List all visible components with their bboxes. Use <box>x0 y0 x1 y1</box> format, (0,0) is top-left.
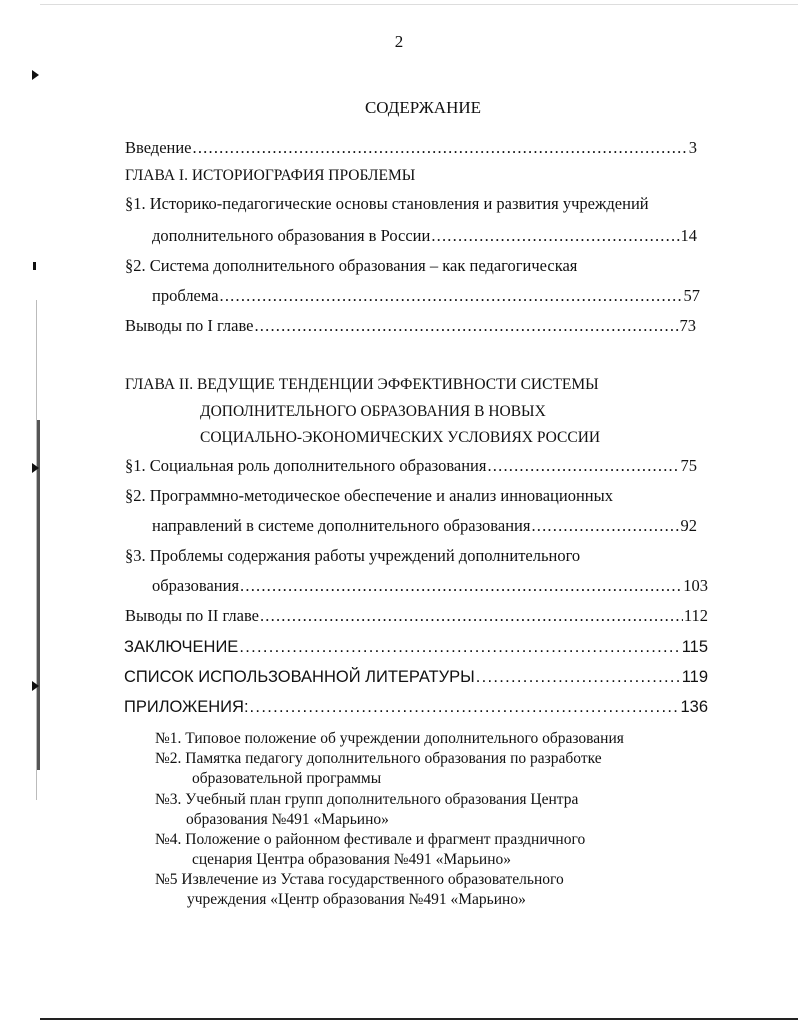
appendix-item-5: №5 Извлечение из Устава государственного образовательного <box>155 871 564 888</box>
toc-entry-label: Введение <box>125 138 192 157</box>
toc-entry-label: образования <box>152 576 240 595</box>
toc-entry-2-1[interactable] <box>125 456 697 476</box>
chapter-2-heading-line1: ГЛАВА II. ВЕДУЩИЕ ТЕНДЕНЦИИ ЭФФЕКТИВНОСТИ СИСТЕМЫ <box>125 376 599 393</box>
toc-page-number: 73 <box>679 316 696 335</box>
toc-entry-2-2-line1: §2. Программно-методическое обеспечение и анализ инновационных <box>125 486 613 505</box>
leader-dots <box>193 138 688 158</box>
appendix-item-3: №3. Учебный план групп дополнительного образования Центра <box>155 791 579 808</box>
chapter-2-heading-line3: СОЦИАЛЬНО-ЭКОНОМИЧЕСКИХ УСЛОВИЯХ РОССИИ <box>200 429 601 446</box>
appendix-item-4: №4. Положение о районном фестивале и фрагмент праздничного <box>155 831 586 848</box>
toc-entry-label: направлений в системе дополнительного образования <box>152 516 531 535</box>
toc-page-number: 103 <box>683 576 708 595</box>
toc-page-number: 14 <box>680 226 697 245</box>
toc-entry-1-1-line1: §1. Историко-педагогические основы становления и развития учреждений <box>125 194 649 213</box>
leader-dots <box>220 286 683 306</box>
toc-page-number: 3 <box>688 138 697 157</box>
appendix-item-2: №2. Памятка педагогу дополнительного образования по разработке <box>155 750 602 767</box>
toc-page-number: 75 <box>680 456 697 475</box>
toc-entry-label: ПРИЛОЖЕНИЯ: <box>124 698 249 716</box>
appendix-item-2-cont: образовательной программы <box>192 770 382 787</box>
toc-entry-intro[interactable] <box>125 138 697 158</box>
appendix-item-4-cont: сценария Центра образования №491 «Марьино» <box>192 851 511 868</box>
leader-dots <box>531 516 679 536</box>
scan-bottom-edge <box>40 1018 798 1020</box>
toc-entry-2-3-line1: §3. Проблемы содержания работы учреждений дополнительного <box>125 546 581 565</box>
toc-entry-2-3[interactable] <box>152 576 708 596</box>
appendix-item-1: №1. Типовое положение об учреждении дополнительного образования <box>155 730 624 747</box>
scan-margin-mark <box>32 70 39 80</box>
toc-entry-label: §1. Социальная роль дополнительного образования <box>125 456 487 475</box>
toc-entry-conclusion-1[interactable] <box>125 316 696 336</box>
chapter-1-heading: ГЛАВА I. ИСТОРИОГРАФИЯ ПРОБЛЕМЫ <box>125 167 416 184</box>
toc-entry-label: дополнительного образования в России <box>152 226 431 245</box>
toc-entry-label: Выводы по II главе <box>125 606 259 625</box>
scan-top-edge <box>40 4 798 5</box>
leader-dots <box>240 576 682 596</box>
toc-entry-1-2[interactable] <box>152 286 700 306</box>
leader-dots <box>254 316 678 336</box>
leader-dots <box>250 697 680 717</box>
scan-margin-mark <box>33 262 36 270</box>
toc-entry-appendices[interactable] <box>124 697 708 717</box>
leader-dots <box>431 226 679 246</box>
scan-margin-mark <box>32 681 39 691</box>
scan-margin-mark <box>32 463 39 473</box>
appendix-item-5-cont: учреждения «Центр образования №491 «Марьино» <box>187 891 526 908</box>
leader-dots <box>260 606 683 626</box>
toc-page-number: 119 <box>681 668 708 686</box>
toc-entry-conclusion-2[interactable] <box>125 606 708 626</box>
leader-dots <box>487 456 679 476</box>
page-title: СОДЕРЖАНИЕ <box>364 98 482 117</box>
appendix-item-3-cont: образования №491 «Марьино» <box>186 811 389 828</box>
toc-page-number: 115 <box>681 638 708 656</box>
toc-page-number: 57 <box>683 286 700 305</box>
toc-page-number: 136 <box>680 698 708 716</box>
toc-entry-references[interactable] <box>124 667 708 687</box>
toc-entry-2-2[interactable] <box>152 516 697 536</box>
toc-page-number: 112 <box>683 606 708 625</box>
toc-entry-final[interactable] <box>124 637 708 657</box>
toc-entry-label: СПИСОК ИСПОЛЬЗОВАННОЙ ЛИТЕРАТУРЫ <box>124 668 475 686</box>
page-number: 2 <box>394 32 404 51</box>
toc-entry-1-2-line1: §2. Система дополнительного образования – как педагогическая <box>125 256 578 275</box>
toc-entry-label: Выводы по I главе <box>125 316 254 335</box>
leader-dots <box>239 637 680 657</box>
toc-entry-1-1[interactable] <box>152 226 697 246</box>
toc-entry-label: проблема <box>152 286 219 305</box>
toc-entry-label: ЗАКЛЮЧЕНИЕ <box>124 638 239 656</box>
leader-dots <box>476 667 681 687</box>
toc-page-number: 92 <box>680 516 697 535</box>
chapter-2-heading-line2: ДОПОЛНИТЕЛЬНОГО ОБРАЗОВАНИЯ В НОВЫХ <box>200 403 546 420</box>
